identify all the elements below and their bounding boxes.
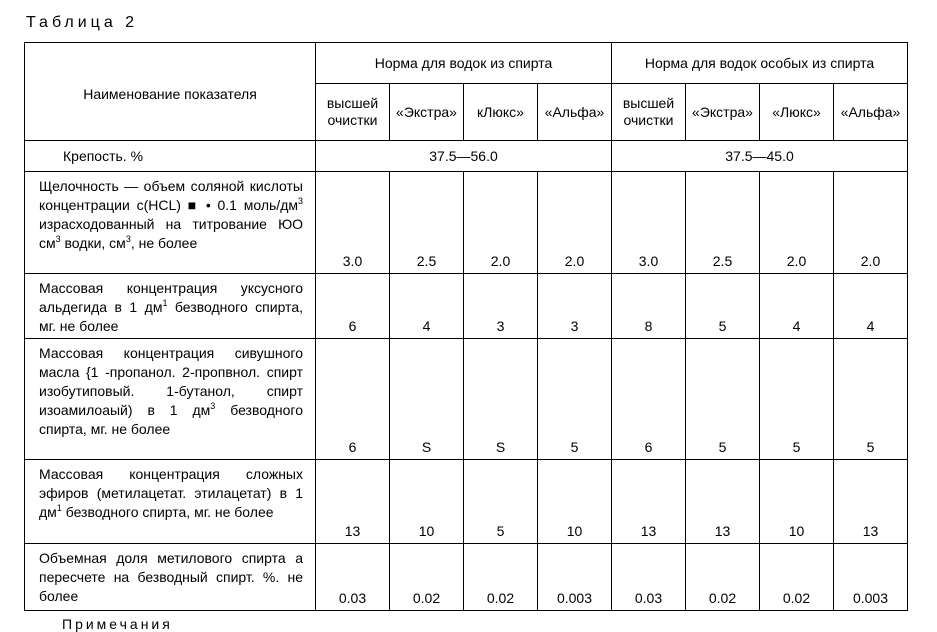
value-cell: 6 [316,339,390,460]
value-cell: 3.0 [316,172,390,274]
value-cell: 6 [612,339,686,460]
value-cell: 4 [834,274,908,339]
value-cell: 2.5 [390,172,464,274]
table-row-acetaldehyde [25,274,908,339]
value-cell: 3 [464,274,538,339]
value-cell: 5 [686,274,760,339]
value-cell: 0.02 [464,544,538,611]
value-cell: 8 [612,274,686,339]
value-cell: 0.03 [612,544,686,611]
value-cell: 5 [834,339,908,460]
value-cell: 2.0 [538,172,612,274]
value-cell: 13 [316,460,390,544]
value-cell: 3.0 [612,172,686,274]
value-cell: 4 [390,274,464,339]
header-grade-8: «Альфа» [834,84,908,141]
header-grade-6: «Экстра» [686,84,760,141]
row-label: Крепость. % [25,141,316,172]
row-label: Массовая концентрация сивушного масла {1 -пропанол. 2-пропвнол. спирт изобутиповый. 1-бутанол, спирт изоамилоаый) в 1 $дм^3$ безводного спирта, мг. не более [25,339,316,460]
header-grade-3: кЛюкс» [464,84,538,141]
value-cell: 0.02 [390,544,464,611]
value-cell: 0.03 [316,544,390,611]
table-caption: Таблица 2 [26,14,139,31]
value-cell: S [464,339,538,460]
value-cell: 4 [760,274,834,339]
value-cell: 5 [760,339,834,460]
value-cell: 13 [612,460,686,544]
value-cell: 6 [316,274,390,339]
value-cell: 3 [538,274,612,339]
value-cell: 0.003 [538,544,612,611]
value-cell: 10 [538,460,612,544]
value-cell: 13 [686,460,760,544]
value-cell: 10 [760,460,834,544]
header-grade-1: высшей очистки [316,84,390,141]
row-label: Щелочность — объем соляной кислоты концентрации с(HCL) ■ • 0.1 моль/$дм^3$ израсходованный на титрование ЮО $см^3$ водки, $см^3$, не более [25,172,316,274]
header-indicator-name: Наименование показателя [25,43,316,141]
header-row-groups [25,43,908,84]
value-cell: 2.0 [834,172,908,274]
value-cell: 0.02 [760,544,834,611]
table-row-alkalinity [25,172,908,274]
header-group-special-vodka: Норма для водок особых из спирта [612,43,908,84]
value-cell: 10 [390,460,464,544]
value-cell: 13 [834,460,908,544]
value-cell: 5 [538,339,612,460]
value-cell: S [390,339,464,460]
header-grade-2: «Экстра» [390,84,464,141]
value-cell: 2.5 [686,172,760,274]
header-grade-7: «Люкс» [760,84,834,141]
value-cell: 0.003 [834,544,908,611]
row-label: Массовая концентрация сложных эфиров (метилацетат. этилацетат) в 1 $дм^1$ безводного спирта, мг. не более [25,460,316,544]
table-row-strength [25,141,908,172]
table-row-methanol [25,544,908,611]
row-label: Массовая концентрация уксусного альдегида в 1 $дм^1$ безводного спирта, мг. не более [25,274,316,339]
value-cell: 2.0 [464,172,538,274]
merged-value: 37.5—56.0 [316,141,612,172]
norms-table-container [24,42,908,611]
value-cell: 2.0 [760,172,834,274]
header-grade-4: «Альфа» [538,84,612,141]
table-row-fusel-oil [25,339,908,460]
table-row-esters [25,460,908,544]
value-cell: 5 [464,460,538,544]
header-group-vodka: Норма для водок из спирта [316,43,612,84]
header-grade-5: высшей очистки [612,84,686,141]
merged-value: 37.5—45.0 [612,141,908,172]
value-cell: 0.02 [686,544,760,611]
norms-table [24,42,908,611]
footer-note: Примечания [62,616,173,632]
row-label: Объемная доля метилового спирта а пересчете на безводный спирт. %. не более [25,544,316,611]
value-cell: 5 [686,339,760,460]
